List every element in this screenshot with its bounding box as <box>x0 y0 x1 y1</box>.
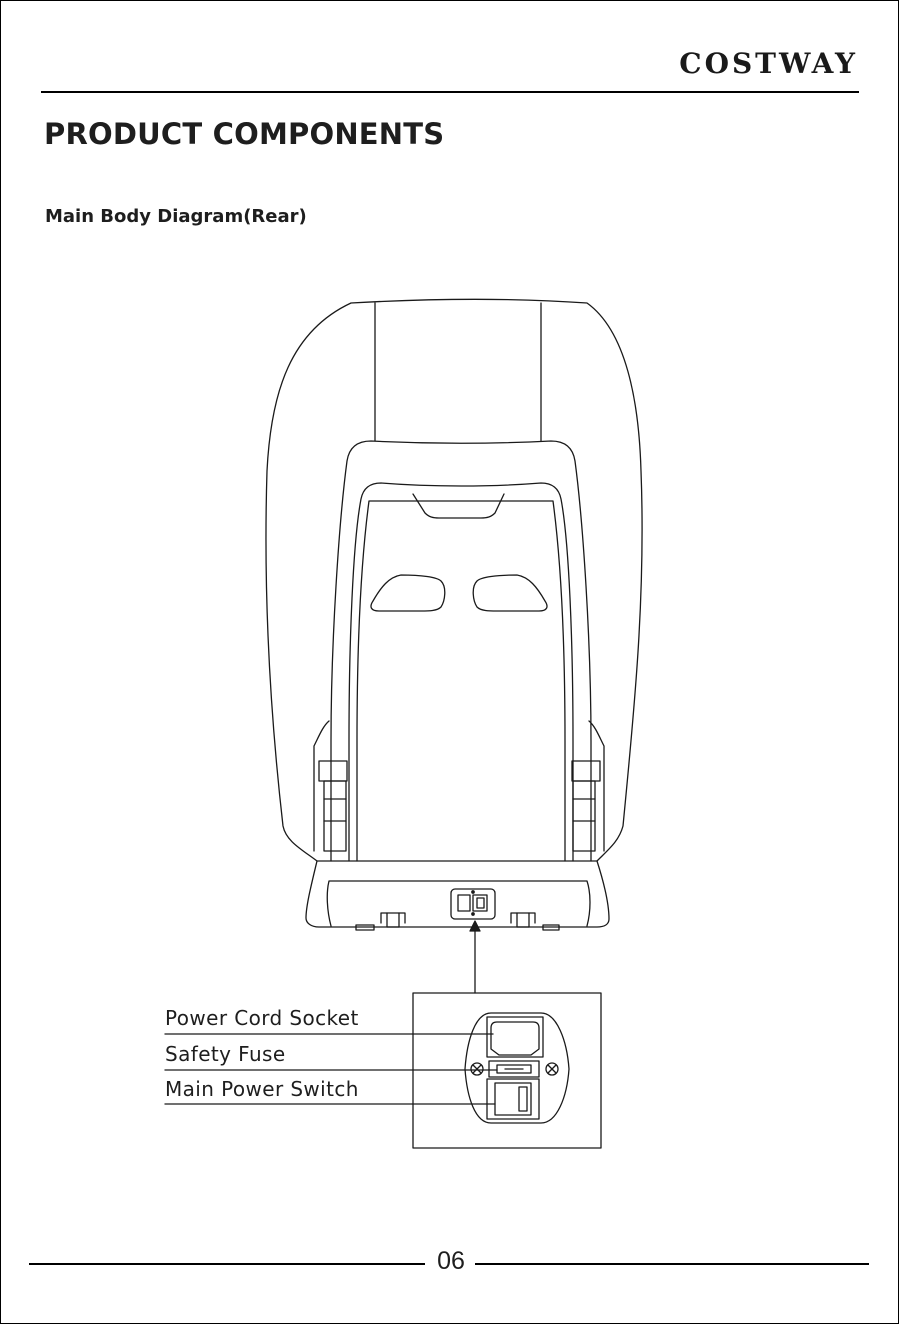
main-power-switch-icon <box>495 1083 531 1115</box>
callout-arrow-head <box>470 921 480 931</box>
chair-handle-right <box>473 575 547 611</box>
label-main-power-switch: Main Power Switch <box>165 1077 359 1101</box>
footer-rule-right <box>475 1263 869 1265</box>
chair-inner-frame <box>331 441 591 861</box>
label-power-cord-socket: Power Cord Socket <box>165 1006 359 1030</box>
costway-logo: COSTWAY <box>679 47 858 80</box>
chair-handle-left <box>371 575 445 611</box>
massage-chair-rear-diagram <box>1 1 899 1324</box>
screw-right-icon <box>546 1063 558 1075</box>
page-title: PRODUCT COMPONENTS <box>44 117 445 151</box>
screw-left-icon <box>471 1063 483 1075</box>
chair-base <box>306 861 609 927</box>
label-safety-fuse: Safety Fuse <box>165 1042 286 1066</box>
section-subtitle: Main Body Diagram(Rear) <box>45 206 307 227</box>
base-power-module <box>451 889 495 919</box>
chair-top-tab <box>413 494 504 518</box>
footer-rule-left <box>29 1263 425 1265</box>
page-number: 06 <box>437 1247 465 1275</box>
power-cord-socket-icon <box>491 1022 539 1055</box>
